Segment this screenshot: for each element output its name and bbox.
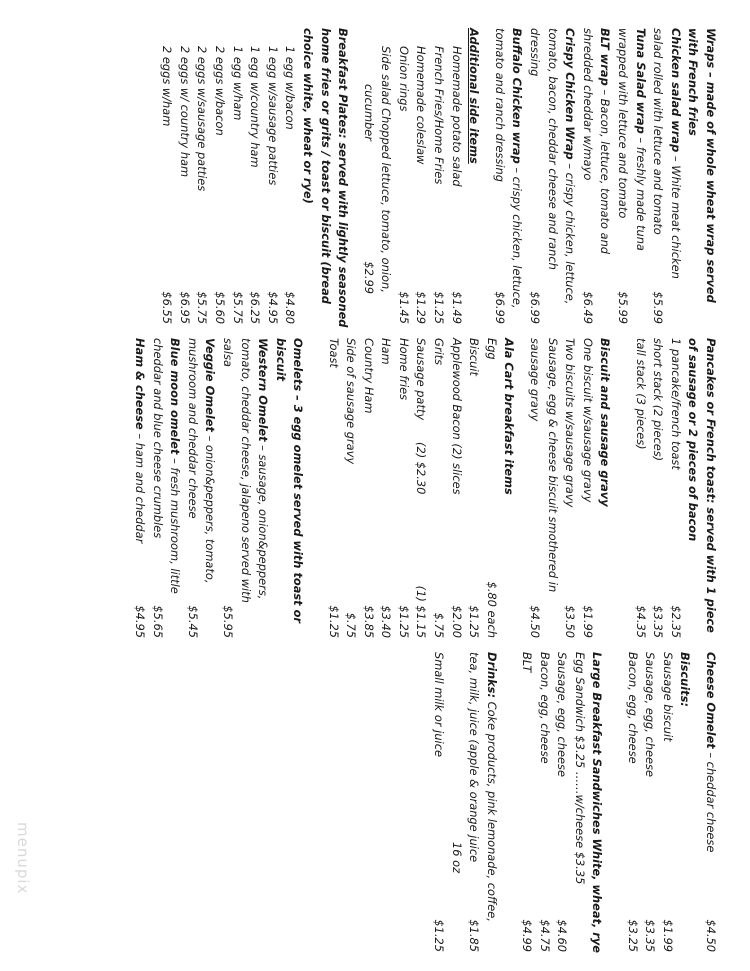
- price: $3.35: [643, 919, 658, 952]
- small-milk: Small milk or juice $1.25: [432, 652, 447, 952]
- biscuits-list: [620, 652, 673, 952]
- price: $4.50: [528, 605, 543, 638]
- item-name: 2 eggs w/bacon: [212, 46, 227, 136]
- price: $.75: [432, 612, 447, 638]
- price: $6.25: [248, 291, 263, 324]
- blue-moon-omelet-desc: cheddar and blue cheese crumbles $5.65: [150, 338, 165, 638]
- plate-item: [207, 28, 225, 324]
- crispy-chicken-wrap: Crispy Chicken Wrap – crispy chicken, lettuce,: [563, 28, 578, 305]
- plate-item: [278, 28, 296, 324]
- veggie-omelet: Veggie Omelet – onion&peppers, tomato,: [203, 338, 218, 584]
- tuna-salad-wrap-desc: wrapped with lettuce and tomato $5.99: [616, 28, 631, 324]
- ala-cart-item: [356, 338, 374, 638]
- price: $4.50: [704, 919, 718, 952]
- price: $5.45: [185, 605, 200, 638]
- plate-item: [225, 28, 243, 324]
- pancakes-list: [628, 338, 681, 638]
- side-item: [391, 28, 409, 324]
- western-omelet: Western Omelet – sausage, onion&peppers,: [256, 338, 271, 600]
- buffalo-chicken-wrap-desc: tomato and ranch dressing $6.99: [492, 28, 507, 324]
- price: $4.80: [283, 291, 298, 324]
- price: $6.95: [177, 291, 192, 324]
- biscuit-item: [655, 652, 673, 952]
- price: $4.95: [265, 291, 280, 324]
- drinks: Drinks: Coke products, pink lemonade, coffee,: [484, 652, 499, 922]
- price: $4.75: [537, 919, 552, 952]
- watermark: menupix: [14, 822, 32, 895]
- cheese-omelet: Cheese Omelet – cheddar cheese $4.50: [704, 652, 718, 952]
- pancake-item: [663, 338, 681, 638]
- biscuit-gravy-heading: Biscuit and sausage gravy: [598, 338, 613, 507]
- sausage-biscuit-gravy: Sausage, egg & cheese biscuit smothered in: [545, 338, 560, 593]
- price: $5.60: [212, 291, 227, 324]
- price: $.80 each: [484, 581, 499, 638]
- drinks-cont: tea, milk, juice (apple & orange juice $1.85: [467, 652, 482, 952]
- price: $6.55: [160, 291, 175, 324]
- sandwich-item: [532, 652, 550, 952]
- price: $5.99: [651, 291, 666, 324]
- item-name: 2 eggs w/sausage patties: [195, 46, 210, 192]
- price: $4.99: [520, 919, 535, 952]
- wraps-heading: Wraps – made of whole wheat wrap served: [704, 28, 718, 303]
- ala-cart-item: [339, 338, 357, 638]
- item-name: Sausage, egg, cheese: [555, 652, 570, 777]
- price: $4.60: [555, 919, 570, 952]
- blue-moon-omelet: Blue moon omelet – fresh mushroom, little: [168, 338, 183, 594]
- ala-egg: Egg $.80 each: [484, 338, 499, 638]
- ala-applewood: Applewood Bacon (2) slices $2.00: [449, 338, 464, 638]
- ala-cart-heading: Ala Cart breakfast items: [502, 338, 517, 495]
- ala-sausage-patty: Sausage patty (2) $2.30 (1) $1.15: [414, 338, 429, 638]
- western-omelet-desc: tomato, cheddar cheese, jalapeno served with: [238, 338, 253, 603]
- side-item: [444, 28, 462, 324]
- item-name: Home fries: [396, 338, 411, 401]
- price: $5.65: [150, 605, 165, 638]
- item-name: Bacon, egg, cheese: [537, 652, 552, 764]
- item-name: Sausage biscuit: [660, 652, 675, 742]
- item-name: Homemade potato salad: [449, 46, 464, 187]
- two-biscuits: Two biscuits w/sausage gravy $3.50: [563, 338, 578, 638]
- item-name: 1 egg w/country ham: [248, 46, 263, 168]
- price: $3.85: [361, 605, 376, 638]
- price: $5.75: [195, 291, 210, 324]
- sandwich-item: [550, 652, 568, 952]
- price: $6.99: [492, 291, 507, 324]
- omelets-heading: Omelets – 3 egg omelet served with toast or: [291, 338, 306, 624]
- item-name: Side of sausage gravy: [344, 338, 359, 465]
- price: $4.95: [133, 605, 147, 638]
- veggie-omelet-desc: mushroom and cheddar cheese $5.45: [185, 338, 200, 638]
- item-name: 1 egg w/sausage patties: [265, 46, 280, 186]
- ala-cart-item: [374, 338, 392, 638]
- sandwich-item: [514, 652, 535, 952]
- item-name: Ham: [379, 338, 394, 365]
- one-biscuit: One biscuit w/sausage gravy $1.99: [580, 338, 595, 638]
- tuna-salad-wrap: Tuna Salad wrap – freshly made tuna: [633, 28, 648, 251]
- item-name: tall stack (3 pieces): [633, 338, 648, 450]
- pancakes-heading: Pancakes or French toast: served with 1 piece: [704, 338, 718, 633]
- price: $.75: [344, 612, 359, 638]
- ala-biscuit: Biscuit $1.25: [467, 338, 482, 638]
- price: $4.35: [633, 605, 648, 638]
- item-name: 1 egg w/bacon: [283, 46, 298, 130]
- price: $1.49: [449, 291, 464, 324]
- plate-item: [260, 28, 278, 324]
- egg-sandwich: Egg Sandwich $3.25 ……w/cheese $3.35: [572, 652, 587, 885]
- ala-cart-item: [391, 338, 409, 638]
- price: $5.99: [616, 291, 631, 324]
- plate-item: [243, 28, 261, 324]
- plate-item: [155, 28, 173, 324]
- price: $1.99: [660, 919, 675, 952]
- price: $1.25: [432, 919, 447, 952]
- pancake-item: [646, 338, 664, 638]
- sandwiches-heading: Large Breakfast Sandwiches White, wheat, rye: [590, 652, 605, 954]
- price: $1.29: [414, 291, 429, 324]
- price: $5.75: [230, 291, 245, 324]
- plates-heading: Breakfast Plates: served with lightly seasoned: [336, 28, 351, 328]
- price: $5.95: [220, 605, 235, 638]
- price: (1) $1.15: [414, 585, 429, 638]
- price: $3.35: [651, 605, 666, 638]
- price: $1.25: [467, 605, 482, 638]
- item-name: Country Ham: [361, 338, 376, 414]
- plates-list: [155, 28, 296, 324]
- blt-wrap: BLT wrap – Bacon, lettuce, tomato and: [598, 28, 613, 255]
- plates-heading-cont: home fries or grits / toast or biscuit (bread: [318, 28, 333, 304]
- item-name: 1 pancake/french toast: [668, 338, 683, 470]
- crispy-chicken-wrap-desc: tomato, bacon, cheddar cheese and ranch: [545, 28, 560, 270]
- side-item: [427, 28, 445, 324]
- wraps-heading-cont: with French fries: [686, 28, 701, 136]
- side-salad-cont: cucumber $2.99: [361, 84, 376, 294]
- pancake-item: [628, 338, 646, 638]
- price: $6.49: [580, 291, 595, 324]
- blt-wrap-desc: shredded cheddar w/mayo $6.49: [580, 28, 595, 324]
- drinks-size: 16 oz: [449, 842, 464, 874]
- buffalo-chicken-wrap: Buffalo Chicken wrap – crispy chicken, lettuce,: [510, 28, 525, 309]
- pancakes-heading-cont: of sausage or 2 pieces of bacon: [686, 338, 701, 542]
- item-name: Toast: [326, 338, 341, 368]
- item-name: Onion rings: [396, 46, 411, 112]
- sandwiches-list: [514, 652, 570, 952]
- menu-column-1: [155, 28, 718, 328]
- side-items-heading: Additional side items: [467, 28, 482, 164]
- price: $1.25: [432, 291, 447, 324]
- price: $3.40: [379, 605, 394, 638]
- item-name: 1 egg w/ham: [230, 46, 245, 121]
- item-name: short stack (2 pieces): [651, 338, 666, 462]
- crispy-chicken-wrap-desc-2: dressing $6.99: [528, 28, 543, 324]
- chicken-salad-wrap: Chicken salad wrap – White meat chicken: [668, 28, 683, 279]
- item-name: Homemade coleslaw: [414, 46, 429, 165]
- price: $1.25: [396, 605, 411, 638]
- biscuit-item: [638, 652, 656, 952]
- chicken-salad-wrap-desc: salad rolled with lettuce and tomato $5.99: [651, 28, 666, 324]
- item-name: 2 eggs w/ham: [160, 46, 175, 127]
- side-items-list: [391, 28, 464, 324]
- ala-grits: Grits $.75: [432, 338, 447, 638]
- price: $1.85: [467, 919, 482, 952]
- western-omelet-desc-2: salsa $5.95: [220, 338, 235, 638]
- side-salad: Side salad Chopped lettuce, tomato, onion,: [379, 46, 394, 293]
- plate-item: [172, 28, 190, 324]
- price: $1.25: [326, 605, 341, 638]
- price: $1.45: [396, 291, 411, 324]
- price: $2.99: [361, 261, 376, 294]
- plate-item: [190, 28, 208, 324]
- plates-heading-cont-2: choice white, wheat or rye): [300, 28, 315, 204]
- ala-cart-list: [321, 338, 409, 638]
- item-name: French Fries/Home Fries: [432, 46, 447, 185]
- item-name: Bacon, egg, cheese: [625, 652, 640, 764]
- item-name: Sausage, egg, cheese: [643, 652, 658, 777]
- price: $3.50: [563, 605, 578, 638]
- menu-column-3: [427, 652, 717, 952]
- item-name: 2 eggs w/ country ham: [177, 46, 192, 178]
- biscuits-heading: Biscuits:: [678, 652, 693, 707]
- omelets-heading-cont: biscuit: [273, 338, 288, 382]
- ala-cart-item: [321, 338, 339, 638]
- side-item: [409, 28, 427, 324]
- menu-column-2: [127, 338, 716, 638]
- price: $1.99: [580, 605, 595, 638]
- ham-cheese-omelet: Ham & cheese – ham and cheddar $4.95: [133, 338, 147, 638]
- item-name: BLT: [520, 652, 535, 673]
- biscuit-item: [620, 652, 638, 952]
- price: $2.00: [449, 605, 464, 638]
- price: $6.99: [528, 291, 543, 324]
- price: $3.25: [625, 919, 640, 952]
- sausage-biscuit-gravy-cont: sausage gravy $4.50: [528, 338, 543, 638]
- price: $2.35: [668, 605, 683, 638]
